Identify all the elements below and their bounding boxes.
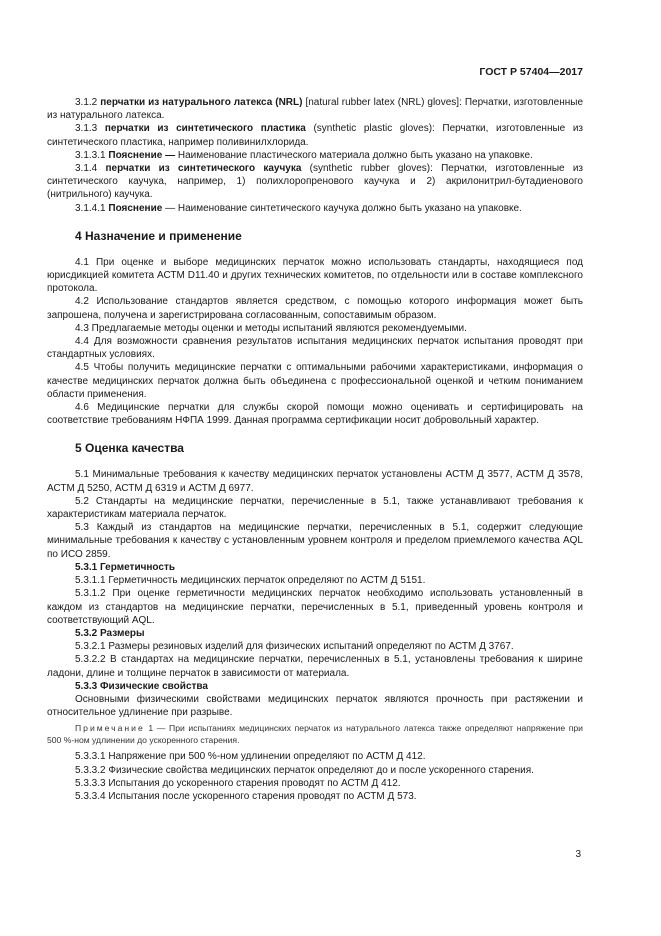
clause-5-3-3-3: 5.3.3.3 Испытания до ускоренного старения проводят по АСТМ Д 412. (75, 777, 401, 789)
term: Пояснение (108, 202, 163, 214)
clause-4-1: 4.1 При оценке и выборе медицинских перчаток можно использовать стандарты, находящиеся под юрисдикцией комитета АСТМ D11.40 и других технических комитетов, по отдельности или в составе комплексного протокола. (47, 256, 583, 295)
page-content (47, 96, 583, 803)
term: перчатки из синтетического каучука (105, 163, 302, 175)
subheading-5-3-2: 5.3.2 Размеры (75, 627, 145, 639)
subheading-5-3-3: 5.3.3 Физические свойства (75, 680, 208, 692)
clause-3-1-4-1: 3.1.4.1 Пояснение — Наименование синтетического каучука должно быть указано на упаковке. (75, 202, 522, 214)
clause-5-3: 5.3 Каждый из стандартов на медицинские перчатки, перечисленных в 5.1, содержит следующие минимальные требования к качеству с установленным уровнем контроля и пределом приемлемого качества AQL по ИСО 2859. (47, 522, 583, 560)
standard-code-header: ГОСТ Р 57404—2017 (479, 66, 583, 78)
subheading-5-3-1: 5.3.1 Герметичность (75, 561, 176, 573)
section-5-heading: 5 Оценка качества (75, 441, 184, 456)
clause-4-5: 4.5 Чтобы получить медицинские перчатки с оптимальными рабочими характеристиками, информация о качестве медицинских перчаток должна быть объединена с профессиональной оценкой и четким пониманием области применения. (47, 362, 583, 400)
note-label: Примечание (75, 723, 145, 734)
clause-3-1-3: 3.1.3 перчатки из синтетического пластика (synthetic plastic gloves): Перчатки, изготовленные из синтетического пластика, например поливинилхлорида. (47, 123, 584, 148)
clause-5-3-2-2: 5.3.2.2 В стандартах на медицинские перчатки, перечисленных в 5.1, установлены требования к ширине ладони, длине и толщине перчаток в зависимости от материала. (47, 654, 583, 679)
clause-5-3-2-1: 5.3.2.1 Размеры резиновых изделий для физических испытаний определяют по АСТМ Д 3767. (75, 641, 514, 653)
clause-3-1-4: 3.1.4 перчатки из синтетического каучука (synthetic rubber gloves): Перчатки, изготовленные из синтетического каучука, например, 1) полихлоропренового каучука и 2) акрилонитрил-бутадиенового (нитрильного) каучука. (47, 163, 584, 201)
section-4-heading: 4 Назначение и применение (75, 228, 242, 243)
clause-4-4: 4.4 Для возможности сравнения результатов испытания медицинских перчаток испытания проводят при стандартных условиях. (47, 336, 583, 361)
clause-3-1-3-1: 3.1.3.1 Пояснение — Наименование пластического материала должно быть указано на упаковке. (75, 149, 533, 161)
note-1: Примечание 1 — При испытаниях медицинских перчаток из натурального латекса также определяют напряжение при 500 %-ном удлинении до ускоренного старения. (47, 723, 583, 746)
clause-5-3-3: Основными физическими свойствами медицинских перчаток являются прочность при растяжении и относительное удлинение при разрыве. (47, 693, 583, 719)
term: перчатки из синтетического пластика (104, 123, 306, 135)
clause-5-3-3-2: 5.3.3.2 Физические свойства медицинских перчаток определяют до и после ускоренного старения. (75, 764, 534, 776)
clause-5-2: 5.2 Стандарты на медицинские перчатки, перечисленные в 5.1, также устанавливают требования к характеристикам материала перчаток. (47, 495, 583, 521)
clause-4-2: 4.2 Использование стандартов является средством, с помощью которого информация может быть запрошена, получена и зарегистрирована согласованным, сопоставимым образом. (47, 296, 583, 321)
term: Пояснение — (108, 149, 176, 161)
clause-3-1-2: 3.1.2 перчатки из натурального латекса (NRL) [natural rubber latex (NRL) gloves]: Перчатки, изготовленные из натурального латекса. (47, 97, 584, 122)
clause-4-6: 4.6 Медицинские перчатки для службы скорой помощи можно оценивать и сертифицировать на соответствие требованиям НФПА 1999. Данная программа сертификации носит добровольный характер. (47, 402, 583, 427)
term: перчатки из натурального латекса (NRL) (100, 97, 303, 108)
clause-4-3: 4.3 Предлагаемые методы оценки и методы испытаний являются рекомендуемыми. (75, 322, 467, 334)
clause-5-3-3-1: 5.3.3.1 Напряжение при 500 %-ном удлинении определяют по АСТМ Д 412. (75, 751, 426, 763)
clause-5-3-1-2: 5.3.1.2 При оценке герметичности медицинских перчаток необходимо использовать установленный в каждом из стандартов на медицинские перчатки, перечисленных в 5.1, приведенный уровень контроля и соответствующий AQL. (47, 588, 583, 626)
clause-5-3-1-1: 5.3.1.1 Герметичность медицинских перчаток определяют по АСТМ Д 5151. (75, 575, 426, 587)
clause-5-1: 5.1 Минимальные требования к качеству медицинских перчаток установлены АСТМ Д 3577, АСТМ Д 3578, АСТМ Д 5250, АСТМ Д 6319 и АСТМ Д 6977. (47, 469, 583, 494)
clause-5-3-3-4: 5.3.3.4 Испытания после ускоренного старения проводят по АСТМ Д 573. (75, 790, 417, 802)
page-number: 3 (575, 849, 581, 860)
